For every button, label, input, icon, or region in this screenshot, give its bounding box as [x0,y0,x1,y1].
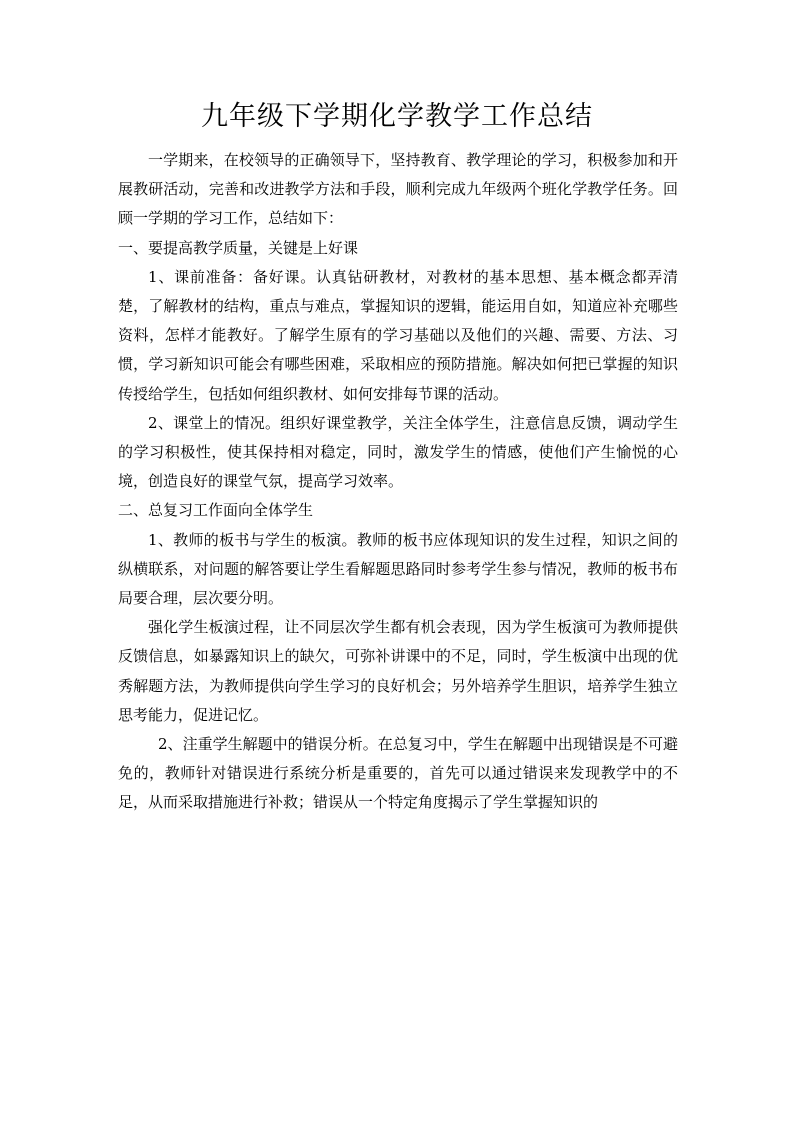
paragraph-error-analysis: 2、注重学生解题中的错误分析。在总复习中，学生在解题中出现错误是不可避免的，教师针对错误进行系统分析是重要的，首先可以通过错误来发现教学中的不足，从而采取措施进行补救；错误从一个特定角度揭示了学生掌握知识的 [118,735,678,812]
paragraph-blackboard: 1、教师的板书与学生的板演。教师的板书应体现知识的发生过程，知识之间的纵横联系，对问题的解答要让学生看解题思路同时参考学生参与情况，教师的板书布局要合理，层次要分明。 [118,530,678,608]
paragraph-intro: 一学期来，在校领导的正确领导下，坚持教育、教学理论的学习，积极参加和开展教研活动，完善和改进教学方法和手段，顺利完成九年级两个班化学教学任务。回顾一学期的学习工作，总结如下： [118,151,678,228]
document-body [118,146,678,818]
document-title: 九年级下学期化学教学工作总结 [201,101,593,132]
paragraph-student-board-work: 强化学生板演过程，让不同层次学生都有机会表现，因为学生板演可为教师提供反馈信息，如暴露知识上的缺欠，可弥补讲课中的不足，同时，学生板演中出现的优秀解题方法，为教师提供向学生学习的良好机会；另外培养学生胆识，培养学生独立思考能力，促进记忆。 [118,618,678,724]
paragraph-lesson-prep: 1、课前准备：备好课。认真钻研教材，对教材的基本思想、基本概念都弄清楚，了解教材的结构，重点与难点，掌握知识的逻辑，能运用自如，知道应补充哪些资料，怎样才能教好。了解学生原有的学习基础以及他们的兴趣、需要、方法、习惯，学习新知识可能会有哪些困难，采取相应的预防措施。解决如何把已掌握的知识传授给学生，包括如何组织教材、如何安排每节课的活动。 [118,267,678,403]
section-heading-2: 二、总复习工作面向全体学生 [118,501,314,520]
section-heading-1: 一、要提高教学质量，关键是上好课 [118,238,359,257]
paragraph-classroom: 2、课堂上的情况。组织好课堂教学，关注全体学生，注意信息反馈，调动学生的学习积极性，使其保持相对稳定，同时，激发学生的情感，使他们产生愉悦的心境，创造良好的课堂气氛，提高学习效率。 [118,413,678,491]
